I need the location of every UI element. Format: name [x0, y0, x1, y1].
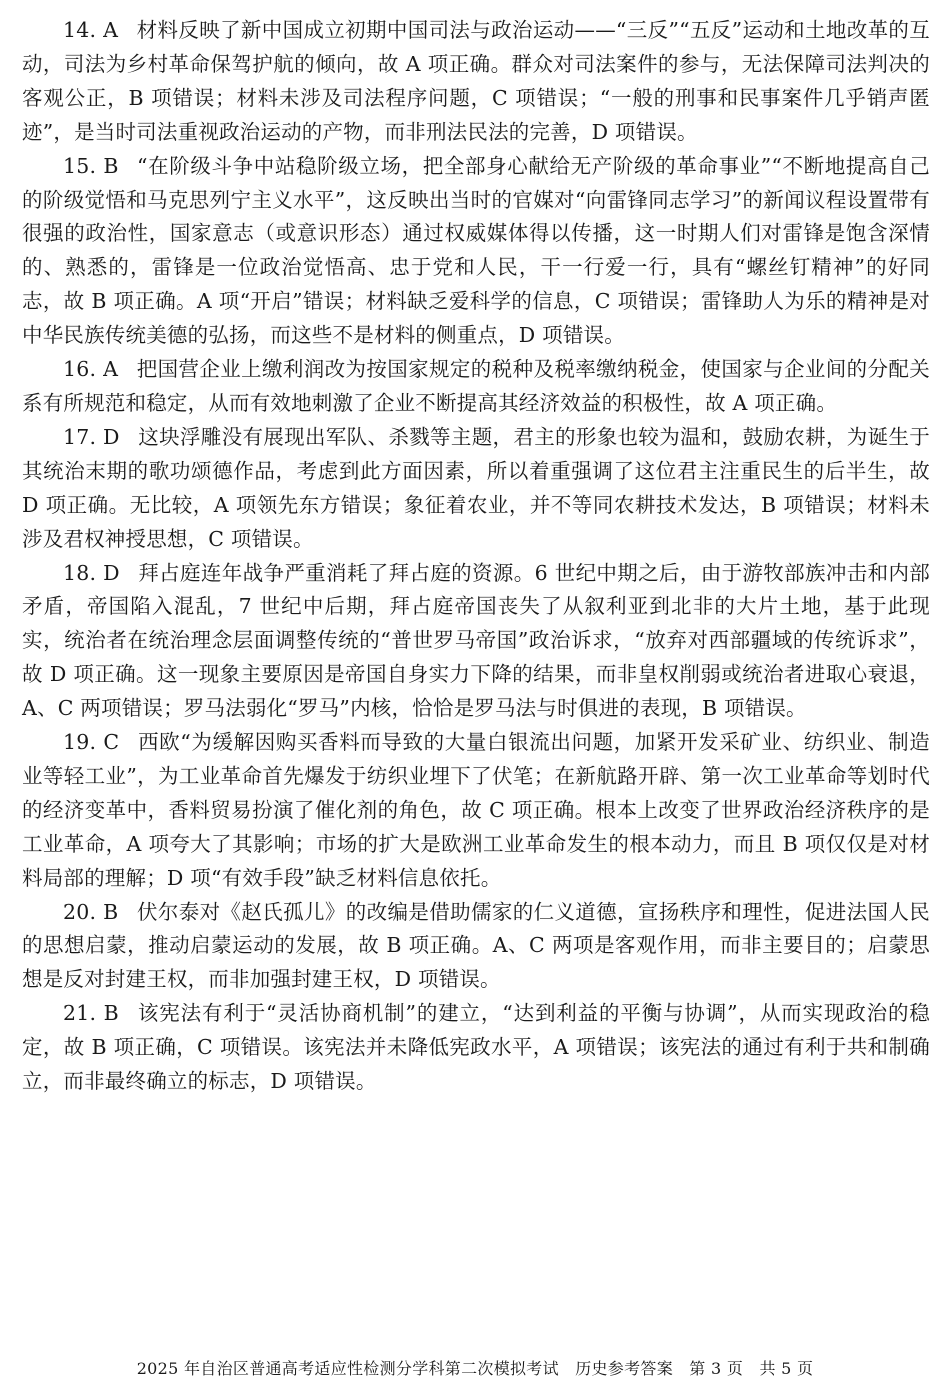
answer-19: [22, 726, 930, 896]
answer-number: 14. A: [63, 18, 119, 42]
answer-text: 这块浮雕没有展现出军队、杀戮等主题，君主的形象也较为温和，鼓励农耕，为诞生于其统治末期的歌功颂德作品，考虑到此方面因素，所以着重强调了这位君主注重民生的后半生，故 D 项正确。无比较，A 项领先东方错误；象征着农业，并不等同农耕技术发达，B 项错误；材料未涉及君权神授思想，C 项错误。: [22, 424, 930, 551]
answer-17: [22, 421, 930, 557]
answer-text: 把国营企业上缴利润改为按国家规定的税种及税率缴纳税金，使国家与企业间的分配关系有所规范和稳定，从而有效地刺激了企业不断提高其经济效益的积极性，故 A 项正确。: [22, 357, 930, 415]
answer-number: 20. B: [63, 899, 119, 924]
answer-number: 15. B: [63, 153, 119, 178]
answer-text: 西欧“为缓解因购买香料而导致的大量白银流出问题，加紧开发采矿业、纺织业、制造业等轻工业”，为工业革命首先爆发于纺织业埋下了伏笔；在新航路开辟、第一次工业革命等划时代的经济变革中，香料贸易扮演了催化剂的角色，故 C 项正确。根本上改变了世界政治经济秩序的是工业革命，A 项夸大了其影响；市场的扩大是欧洲工业革命发生的根本动力，而且 B 项仅仅是对材料局部的理解；D 项“有效手段”缺乏材料信息依托。: [22, 730, 930, 890]
answer-text: 伏尔泰对《赵氏孤儿》的改编是借助儒家的仁义道德，宣扬秩序和理性，促进法国人民的思想启蒙，推动启蒙运动的发展，故 B 项正确。A、C 两项是客观作用，而非主要目的；启蒙思想是反对封建王权，而非加强封建王权，D 项错误。: [22, 899, 930, 992]
answer-15: [22, 150, 930, 353]
answer-20: [22, 896, 930, 998]
answer-text: 材料反映了新中国成立初期中国司法与政治运动——“三反”“五反”运动和土地改革的互动，司法为乡村革命保驾护航的倾向，故 A 项正确。群众对司法案件的参与，无法保障司法判决的客观公正，B 项错误；材料未涉及司法程序问题，C 项错误；“一般的刑事和民事案件几乎销声匿迹”，是当时司法重视政治运动的产物，而非刑法民法的完善，D 项错误。: [22, 18, 930, 144]
answer-text: 拜占庭连年战争严重消耗了拜占庭的资源。6 世纪中期之后，由于游牧部族冲击和内部矛盾，帝国陷入混乱，7 世纪中后期，拜占庭帝国丧失了从叙利亚到北非的大片土地，基于此现实，统治者在统治理念层面调整传统的“普世罗马帝国”政治诉求，“放弃对西部疆域的传统诉求”，故 D 项正确。这一现象主要原因是帝国自身实力下降的结果，而非皇权削弱或统治者进取心衰退，A、C 两项错误；罗马法弱化“罗马”内核，恰恰是罗马法与时俱进的表现，B 项错误。: [22, 560, 930, 721]
answer-text: 该宪法有利于“灵活协商机制”的建立，“达到利益的平衡与协调”，从而实现政治的稳定，故 B 项正确，C 项错误。该宪法并未降低宪政水平，A 项错误；该宪法的通过有利于共和制确立，而非最终确立的标志，D 项错误。: [22, 1001, 931, 1094]
answer-16: [22, 353, 930, 421]
answer-14: [22, 14, 930, 150]
answer-21: [22, 997, 930, 1099]
answer-text: “在阶级斗争中站稳阶级立场，把全部身心献给无产阶级的革命事业”“不断地提高自己的阶级觉悟和马克思列宁主义水平”，这反映出当时的官媒对“向雷锋同志学习”的新闻议程设置带有很强的政治性，国家意志（或意识形态）通过权威媒体得以传播，这一时期人们对雷锋是饱含深情的、熟悉的，雷锋是一位政治觉悟高、忠于党和人民，干一行爱一行，具有“螺丝钉精神”的好同志，故 B 项正确。A 项“开启”错误；材料缺乏爱科学的信息，C 项错误；雷锋助人为乐的精神是对中华民族传统美德的弘扬，而这些不是材料的侧重点，D 项错误。: [22, 153, 930, 348]
answer-number: 19. C: [63, 730, 120, 755]
answer-number: 16. A: [63, 357, 119, 382]
page-footer: 2025 年自治区普通高考适应性检测分学科第二次模拟考试 历史参考答案 第 3 页 共 5 页: [136, 1359, 814, 1378]
answer-number: 17. D: [63, 424, 120, 449]
answer-number: 21. B: [63, 1001, 119, 1026]
answer-list: [22, 14, 930, 1099]
answer-18: [22, 557, 930, 727]
answer-number: 18. D: [63, 560, 120, 585]
